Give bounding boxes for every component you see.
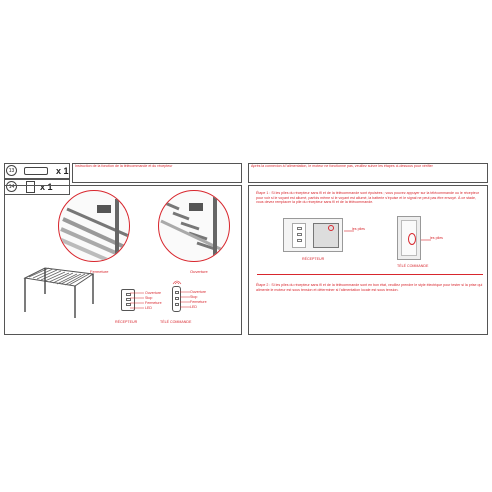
right-panel-frame [248,185,488,335]
remote-label-stop: Stop [190,295,198,299]
right-panel-header: Après la connexion à l'alimentation, le moteur ne fonctionne pas, veuillez suivre les étapes ci-dessous pour vérifier [251,164,433,168]
remote-part-icon [24,167,48,175]
right-receiver-caption: RÉCEPTEUR [302,257,325,261]
remote-photo [397,216,421,260]
battery-label-1: les piles [352,227,365,231]
step-14-qty: x 1 [40,182,53,192]
right-remote-caption: TÉLÉ COMMANDE [397,264,429,268]
step-13-qty: x 1 [56,166,69,176]
remote-label-close: Fermeture [190,300,207,304]
step2-text: Étape 2 : Si les piles du récepteur sans fil et de la télécommande sont en bon état, veuillez prendre le style électrique pour tester si la prise qui alimente le moteur est sous tension et déterminer si l'alimentation locale est sous tension. [256,283,483,292]
left-panel-header: Instruction de la fonction de la télécommande et du récepteur [75,164,173,168]
step-14-number: 14 [6,181,17,192]
section-divider [257,274,483,275]
receiver-caption: RÉCEPTEUR [115,320,138,324]
receiver-label-close: Fermeture [145,301,162,305]
closed-roof-detail [58,190,130,262]
step-13-number: 13 [6,165,17,176]
battery-label-2: les piles [430,236,443,240]
step1-text: Étape 1 : Si les piles du récepteur sans fil et de la télécommande sont épuisées ; vous pouvez appuyer sur la télécommande ou le récepteur pour voir si le voyant est allumé, parfois même si le voyant est allumé, la batterie s'épuise et le signal ne peut pas être envoyé. À ce stade, vous devez remplacer la pile du récepteur sans fil et de la télécommande. [256,191,479,205]
remote-label-open: Ouverture [190,290,206,294]
receiver-label-open: Ouverture [145,291,161,295]
receiver-label-led: LED [145,306,152,310]
open-caption: Ouverture [190,269,208,274]
remote-caption: TÉLÉ COMMANDE [160,320,192,324]
pergola-illustration [15,260,95,320]
open-roof-detail [158,190,230,262]
remote-signal-icon [172,278,182,286]
remote-label-led: LED [190,305,197,309]
receiver-label-stop: Stop [145,296,153,300]
closed-caption: Fermeture [90,269,109,274]
receiver-photo [283,218,343,252]
